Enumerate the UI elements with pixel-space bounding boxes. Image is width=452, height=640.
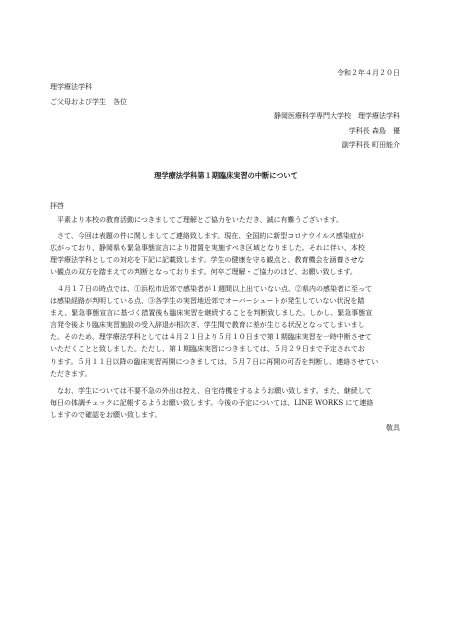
paragraph-2-line: い観点の双方を踏まえての判断となっております。何卒ご理解・ご協力のほど、お願い致します。 — [50, 268, 357, 277]
paragraph-2-line: 理学療法学科としての対応を下記に記載致します。学生の健康を守る観点と、教育機会を涵養させな — [50, 256, 365, 265]
sender-school: 静岡医療科学専門大学校 理学療法学科 — [274, 112, 400, 120]
paragraph-3-line: まえ、緊急事態宣言に基づく措置後も臨床実習を継続することを判断致しました。しかし、緊急事態宣 — [50, 309, 373, 318]
paragraph-2-line: 広がっており、静岡県も緊急事態宣言により措置を実施すべき区域となりました。それに伴い、本校 — [50, 244, 365, 253]
document-title: 理学療法学科第１期臨床実習の中断について — [154, 171, 298, 180]
paragraph-4 — [50, 385, 406, 421]
recipient-line-1: 理学療法学科 — [50, 83, 92, 91]
sender-vice-head: 副学科長 町田能介 — [341, 141, 400, 149]
sender-head: 学科長 森島 優 — [348, 127, 400, 135]
paragraph-3-line: 言発令後より臨床実習施設の受入辞退が相次ぎ、学生間で教育に差が生じる状況となってしまいまし — [50, 321, 365, 330]
paragraph-4-line: なお、学生については不要不急の外出は控え、自宅待機をするようお願い致します。また、継続して — [57, 387, 372, 395]
paragraph-2-line: さて、今回は表題の件に関しましてご連絡致します。現在、全国的に新型コロナウイルス感染症が — [57, 232, 364, 240]
closing: 敬具 — [386, 424, 400, 432]
paragraph-3-line: は感染経路が判明している点、③各学生の実習地近郊でオーバーシュートが発生していない状況を踏 — [50, 297, 365, 306]
paragraph-3-line: いただくことと致しました。ただし、第１期臨床実習につきましては、５月２９日まで予定されてお — [50, 345, 365, 354]
paragraph-3 — [50, 283, 406, 380]
paragraph-3-line: ただきます。 — [50, 369, 92, 378]
paragraph-3-line: ４月１７日の時点では、①浜松市近郊で感染者が１週間以上出ていない点、②県内の感染者に至って — [57, 285, 372, 293]
paragraph-1-line: 平素より本校の教育活動につきましてご理解とご協力をいただき、誠に有難うございます。 — [57, 216, 344, 224]
paragraph-3-line: た。そのため、理学療法学科としては４月２１日より５月１０日まで第１期臨床実習を一時中断させて — [50, 333, 372, 342]
greeting: 拝啓 — [50, 202, 64, 210]
paragraph-2 — [50, 230, 406, 278]
paragraph-4-line: 毎日の体調チェックに記帳するようお願い致します。今後の予定については、LINE WORKS にて連絡 — [50, 399, 374, 408]
paragraph-4-line: しますので確認をお願い致します。 — [50, 411, 162, 420]
paragraph-1 — [50, 214, 406, 226]
paragraph-3-line: ります。５月１１日以降の臨床実習再開につきましては、５月７日に再開の可否を判断し、連絡させてい — [50, 357, 379, 366]
recipient-line-2: ご父母および学生 各位 — [50, 98, 127, 106]
document-date: 令和２年４月２０日 — [337, 69, 400, 77]
